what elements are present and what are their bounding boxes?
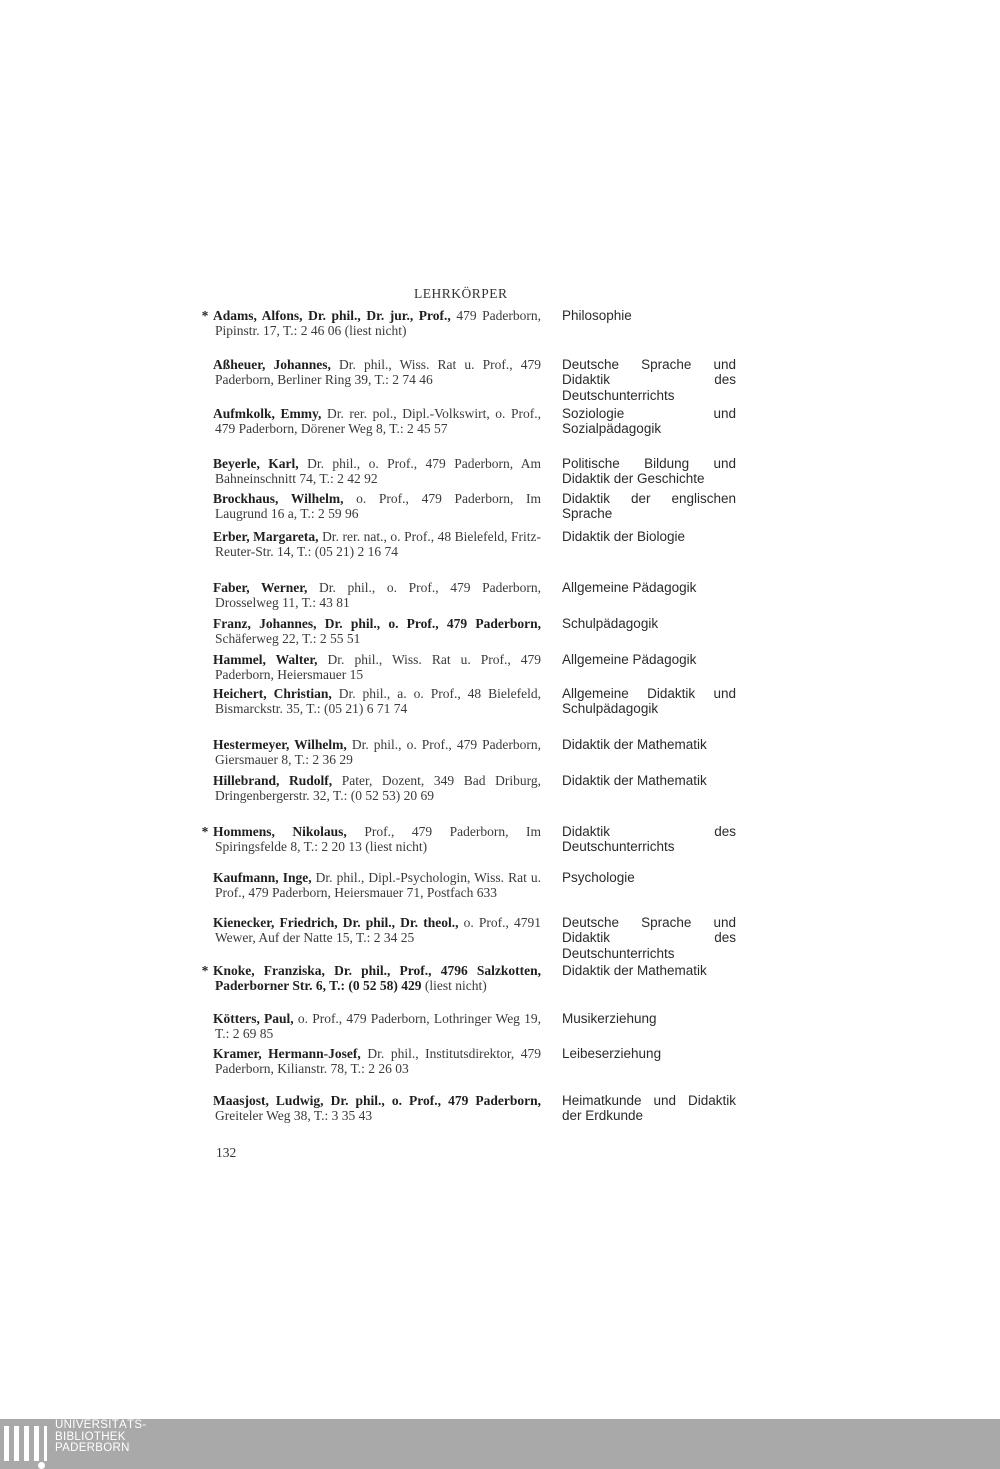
faculty-subject: Deutsche Sprache und Didaktik des Deutschunterrichts [562,357,736,403]
faculty-details: 479 Paderborn, Pipinstr. 17, T.: 2 46 06 (liest nicht) [215,308,541,339]
faculty-subject: Politische Bildung und Didaktik der Geschichte [562,456,736,487]
faculty-subject: Allgemeine Pädagogik [562,580,697,595]
faculty-subject: Leibeserziehung [562,1046,662,1061]
not-lecturing-marker: * [201,963,209,978]
faculty-name: Kramer, Hermann-Josef, [213,1046,361,1061]
faculty-name: Adams, Alfons, Dr. phil., Dr. jur., Prof., [213,308,451,323]
faculty-name: Brockhaus, Wilhelm, [213,491,344,506]
faculty-name: Beyerle, Karl, [213,456,299,471]
faculty-name: Hommens, Nikolaus, [213,824,347,839]
faculty-entry-text [191,652,541,683]
not-lecturing-marker: * [201,308,209,323]
faculty-details: Dr. phil., Dipl.-Psychologin, Wiss. Rat u. Prof., 479 Paderborn, Heiersmauer 71, Postfach 633 [215,870,541,901]
faculty-name: Knoke, Franziska, Dr. phil., Prof., 4796 Salzkotten, Paderborner Str. 6, T.: (0 52 58) 429 [213,963,541,994]
faculty-subject: Psychologie [562,870,635,885]
faculty-entry-text [191,406,541,437]
not-lecturing-marker: * [201,824,209,839]
faculty-details: Dr. rer. pol., Dipl.-Volkswirt, o. Prof., 479 Paderborn, Dörener Weg 8, T.: 2 45 57 [215,406,541,437]
library-name-line: PADERBORN [55,1442,130,1454]
faculty-entry-text [191,357,541,388]
faculty-details: (liest nicht) [424,978,487,994]
faculty-entry-text [191,1093,541,1124]
faculty-entry-text [191,529,541,560]
faculty-subject: Didaktik der Mathematik [562,773,707,788]
library-footer [0,1419,1000,1469]
faculty-entry-text [191,686,541,717]
page-heading: LEHRKÖRPER [414,286,508,301]
faculty-name: Franz, Johannes, Dr. phil., o. Prof., 479 Paderborn, [213,616,541,631]
faculty-details: Dr. phil., Wiss. Rat u. Prof., 479 Paderborn, Heiersmauer 15 [215,652,542,683]
faculty-subject: Heimatkunde und Didaktik der Erdkunde [562,1093,736,1124]
faculty-details: o. Prof., 479 Paderborn, Im Laugrund 16 a, T.: 2 59 96 [215,491,541,522]
faculty-details: Dr. rer. nat., o. Prof., 48 Bielefeld, Fritz-Reuter-Str. 14, T.: (05 21) 2 16 74 [215,529,542,560]
faculty-subject: Didaktik des Deutschunterrichts [562,824,736,855]
faculty-subject: Soziologie und Sozialpädagogik [562,406,736,437]
faculty-subject: Deutsche Sprache und Didaktik des Deutschunterrichts [562,915,736,961]
faculty-details: Pater, Dozent, 349 Bad Driburg, Dringenbergerstr. 32, T.: (0 52 53) 20 69 [215,773,541,804]
faculty-details: Prof., 479 Paderborn, Im Spiringsfelde 8, T.: 2 20 13 (liest nicht) [215,824,541,855]
faculty-entry-text [191,308,541,339]
faculty-entry-text [191,616,541,647]
faculty-name: Hillebrand, Rudolf, [213,773,333,788]
faculty-name: Heichert, Christian, [213,686,332,701]
faculty-details: Dr. phil., o. Prof., 479 Paderborn, Drosselweg 11, T.: 43 81 [215,580,542,611]
library-name [55,1420,146,1455]
faculty-subject: Didaktik der Mathematik [562,737,707,752]
faculty-name: Maasjost, Ludwig, Dr. phil., o. Prof., 479 Paderborn, [213,1093,541,1108]
faculty-name: Aßheuer, Johannes, [213,357,331,372]
faculty-subject: Philosophie [562,308,632,323]
faculty-details: Dr. phil., o. Prof., 479 Paderborn, Giersmauer 8, T.: 2 36 29 [215,737,542,768]
faculty-entry-text [191,915,541,946]
faculty-entry-text [191,491,541,522]
faculty-entry-text [191,1046,541,1077]
faculty-details: Dr. phil., Institutsdirektor, 479 Paderborn, Kilianstr. 78, T.: 2 26 03 [215,1046,542,1077]
faculty-entry-text [191,963,541,994]
faculty-name: Faber, Werner, [213,580,308,595]
library-name-line: BIBLIOTHEK [55,1430,126,1443]
list-item [200,1093,745,1153]
faculty-name: Kaufmann, Inge, [213,870,312,885]
faculty-subject: Allgemeine Pädagogik [562,652,697,667]
faculty-subject: Didaktik der Mathematik [562,963,707,978]
faculty-details: Dr. phil., Wiss. Rat u. Prof., 479 Paderborn, Berliner Ring 39, T.: 2 74 46 [215,357,541,388]
faculty-details: Dr. phil., o. Prof., 479 Paderborn, Am Bahneinschnitt 74, T.: 2 42 92 [215,456,542,487]
faculty-entry-text [191,824,541,855]
faculty-entry-text [191,773,541,804]
faculty-details: o. Prof., 4791 Wewer, Auf der Natte 15, T.: 2 34 25 [215,915,541,946]
library-name-line: UNIVERSITÄTS- [55,1419,147,1431]
faculty-subject: Schulpädagogik [562,616,659,631]
faculty-subject: Allgemeine Didaktik und Schulpädagogik [562,686,736,717]
faculty-entry-text [191,1011,541,1042]
faculty-details: Greiteler Weg 38, T.: 3 35 43 [215,1108,373,1124]
faculty-entry-text [191,456,541,487]
faculty-name: Kötters, Paul, [213,1011,294,1026]
faculty-subject: Didaktik der englischen Sprache [562,491,736,522]
faculty-details: Schäferweg 22, T.: 2 55 51 [215,631,361,647]
faculty-subject: Didaktik der Biologie [562,529,686,544]
faculty-entry-text [191,580,541,611]
faculty-name: Aufmkolk, Emmy, [213,406,322,421]
faculty-name: Hammel, Walter, [213,652,318,667]
faculty-entry-text [191,870,541,901]
faculty-entry-text [191,737,541,768]
page-number: 132 [216,1145,237,1160]
faculty-name: Kienecker, Friedrich, Dr. phil., Dr. theol., [213,915,459,930]
faculty-subject: Musikerziehung [562,1011,657,1026]
faculty-name: Erber, Margareta, [213,529,319,544]
faculty-details: o. Prof., 479 Paderborn, Lothringer Weg 19, T.: 2 69 85 [215,1011,541,1042]
faculty-details: Dr. phil., a. o. Prof., 48 Bielefeld, Bismarckstr. 35, T.: (05 21) 6 71 74 [215,686,542,717]
faculty-name: Hestermeyer, Wilhelm, [213,737,347,752]
